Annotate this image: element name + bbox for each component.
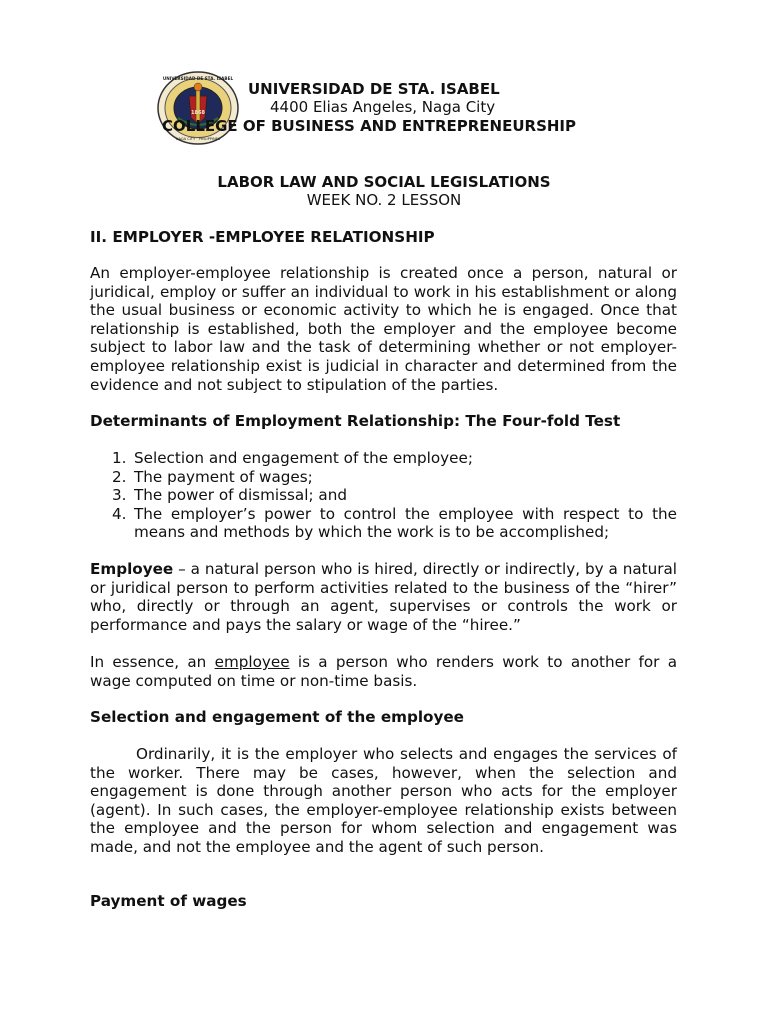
- list-item-number: 4.: [112, 504, 127, 523]
- week-label: WEEK NO. 2 LESSON: [306, 191, 462, 209]
- list-item-text: The employer’s power to control the employee with respect to the means and methods by which the work is to be accomplished;: [134, 504, 677, 542]
- essence-paragraph: [90, 653, 677, 690]
- selection-paragraph: Ordinarily, it is the employer who selects and engages the services of the worker. There may be cases, however, when the selection and engagement is done through another person who acts for the employer (agent). In such cases, the employer-employee relationship exists between the employee and the person for whom selection and engagement was made, and not the employee and the agent of such person.: [90, 745, 677, 856]
- university-address: 4400 Elias Angeles, Naga City: [270, 98, 496, 116]
- college-name: COLLEGE OF BUSINESS AND ENTREPRENEURSHIP: [162, 117, 576, 135]
- seal-text-top: UNIVERSIDAD DE STA. ISABEL: [162, 76, 234, 81]
- essence-term: employee: [214, 653, 290, 671]
- seal-text-bottom: NAGA CITY · PHILIPPINES: [175, 137, 221, 141]
- list-item-text: Selection and engagement of the employee;: [134, 449, 473, 467]
- university-name: UNIVERSIDAD DE STA. ISABEL: [248, 80, 500, 98]
- essence-before: In essence, an: [90, 653, 215, 671]
- course-title: LABOR LAW AND SOCIAL LEGISLATIONS: [217, 173, 551, 191]
- list-item: [112, 468, 677, 487]
- list-item-number: 2.: [112, 467, 127, 486]
- intro-paragraph: An employer-employee relationship is created once a person, natural or juridical, employ or suffer an individual to work in his establishment or along the usual business or economic activity to which he is engaged. Once that relationship is established, both the employer and the employee become subject to labor law and the task of determining whether or not employer-employee relationship exist is judicial in character and determined from the evidence and not subject to stipulation of the parties.: [90, 264, 677, 394]
- list-item: [112, 486, 677, 505]
- list-item-text: The payment of wages;: [134, 467, 313, 486]
- section-heading: II. EMPLOYER -EMPLOYEE RELATIONSHIP: [90, 228, 435, 246]
- list-item-text: The power of dismissal; and: [134, 486, 347, 505]
- employee-definition: [90, 560, 677, 634]
- selection-heading: Selection and engagement of the employee: [90, 708, 464, 726]
- essence-after: is a person who renders work to another for a wage computed on time or non-time basis.: [90, 653, 678, 690]
- fourfold-heading: Determinants of Employment Relationship: The Four-fold Test: [90, 412, 621, 430]
- employee-definition-text: – a natural person who is hired, directly or indirectly, by a natural or juridical person to perform activities related to the business of the “hirer” who, directly or through an agent, supervises or controls the work or performance and pays the salary or wage of the “hiree.”: [90, 560, 677, 634]
- payment-heading: Payment of wages: [90, 892, 247, 910]
- list-item: [112, 505, 677, 542]
- list-item: [112, 449, 677, 468]
- fourfold-list: [112, 449, 677, 542]
- list-item-number: 1.: [112, 449, 127, 467]
- seal-year: 1868: [191, 110, 205, 116]
- employee-term: Employee: [90, 560, 174, 578]
- list-item-number: 3.: [112, 486, 127, 505]
